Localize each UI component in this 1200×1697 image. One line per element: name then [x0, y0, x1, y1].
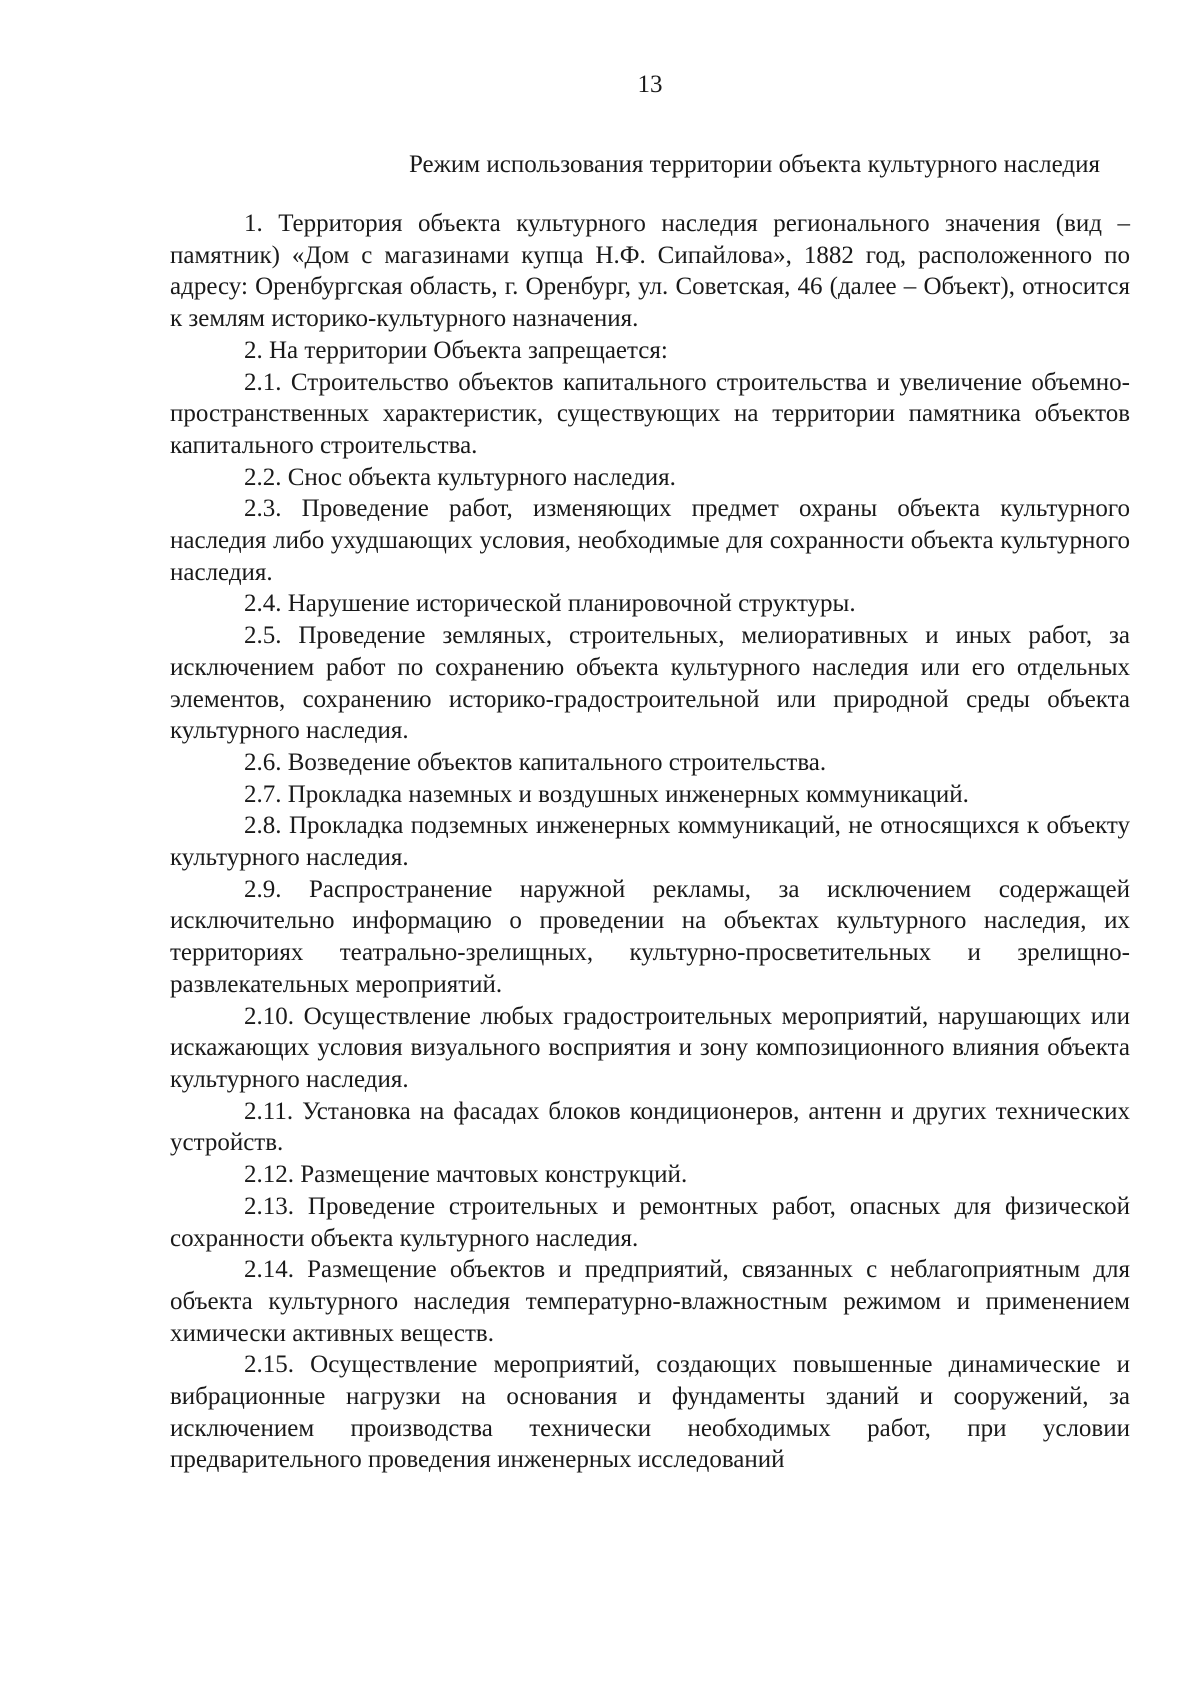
paragraph-2-11: 2.11. Установка на фасадах блоков кондиционеров, антенн и других технических устройств.	[170, 1097, 1130, 1157]
paragraph-2-9: 2.9. Распространение наружной рекламы, за исключением содержащей исключительно информацию о проведении на объектах культурного наследия, их территориях театрально-зрелищных, культурно-просветительных и зрелищно-развлекательных мероприятий.	[170, 875, 1130, 998]
paragraph-2-8: 2.8. Прокладка подземных инженерных коммуникаций, не относящихся к объекту культурного наследия.	[170, 812, 1130, 872]
paragraph-2-6: 2.6. Возведение объектов капитального строительства.	[244, 748, 827, 776]
paragraph-2-13: 2.13. Проведение строительных и ремонтных работ, опасных для физической сохранности объекта культурного наследия.	[170, 1192, 1130, 1252]
paragraph-2-3: 2.3. Проведение работ, изменяющих предмет охраны объекта культурного наследия либо ухудшающих условия, необходимые для сохранности объекта культурного наследия.	[170, 495, 1130, 586]
paragraph-2-15: 2.15. Осуществление мероприятий, создающих повышенные динамические и вибрационные нагрузки на основания и фундаменты зданий и сооружений, за исключением производства технически необходимых работ, при условии предварительного проведения инженерных исследований	[170, 1351, 1130, 1474]
page-number: 13	[637, 71, 663, 98]
paragraph-2-5: 2.5. Проведение земляных, строительных, мелиоративных и иных работ, за исключением работ по сохранению объекта культурного наследия или его отдельных элементов, сохранению историко-градостроительной или природной среды объекта культурного наследия.	[170, 622, 1130, 745]
document-body	[170, 208, 1130, 1476]
paragraph-2: 2. На территории Объекта запрещается:	[244, 336, 668, 364]
paragraph-2-2: 2.2. Снос объекта культурного наследия.	[244, 463, 676, 491]
paragraph-2-7: 2.7. Прокладка наземных и воздушных инженерных коммуникаций.	[244, 780, 969, 808]
paragraph-2-10: 2.10. Осуществление любых градостроительных мероприятий, нарушающих или искажающих условия визуального восприятия и зону композиционного влияния объекта культурного наследия.	[170, 1002, 1130, 1093]
paragraph-2-14: 2.14. Размещение объектов и предприятий, связанных с неблагоприятным для объекта культурного наследия температурно-влажностным режимом и применением химически активных веществ.	[170, 1256, 1130, 1347]
paragraph-1: 1. Территория объекта культурного наследия регионального значения (вид – памятник) «Дом с магазинами купца Н.Ф. Сипайлова», 1882 год, расположенного по адресу: Оренбургская область, г. Оренбург, ул. Советская, 46 (далее – Объект), относится к землям историко-культурного назначения.	[170, 210, 1130, 333]
paragraph-2-4: 2.4. Нарушение исторической планировочной структуры.	[244, 590, 856, 618]
section-title: Режим использования территории объекта культурного наследия	[408, 151, 1100, 178]
paragraph-2-12: 2.12. Размещение мачтовых конструкций.	[244, 1161, 688, 1189]
paragraph-2-1: 2.1. Строительство объектов капитального строительства и увеличение объемно-пространственных характеристик, существующих на территории памятника объектов капитального строительства.	[170, 368, 1130, 459]
